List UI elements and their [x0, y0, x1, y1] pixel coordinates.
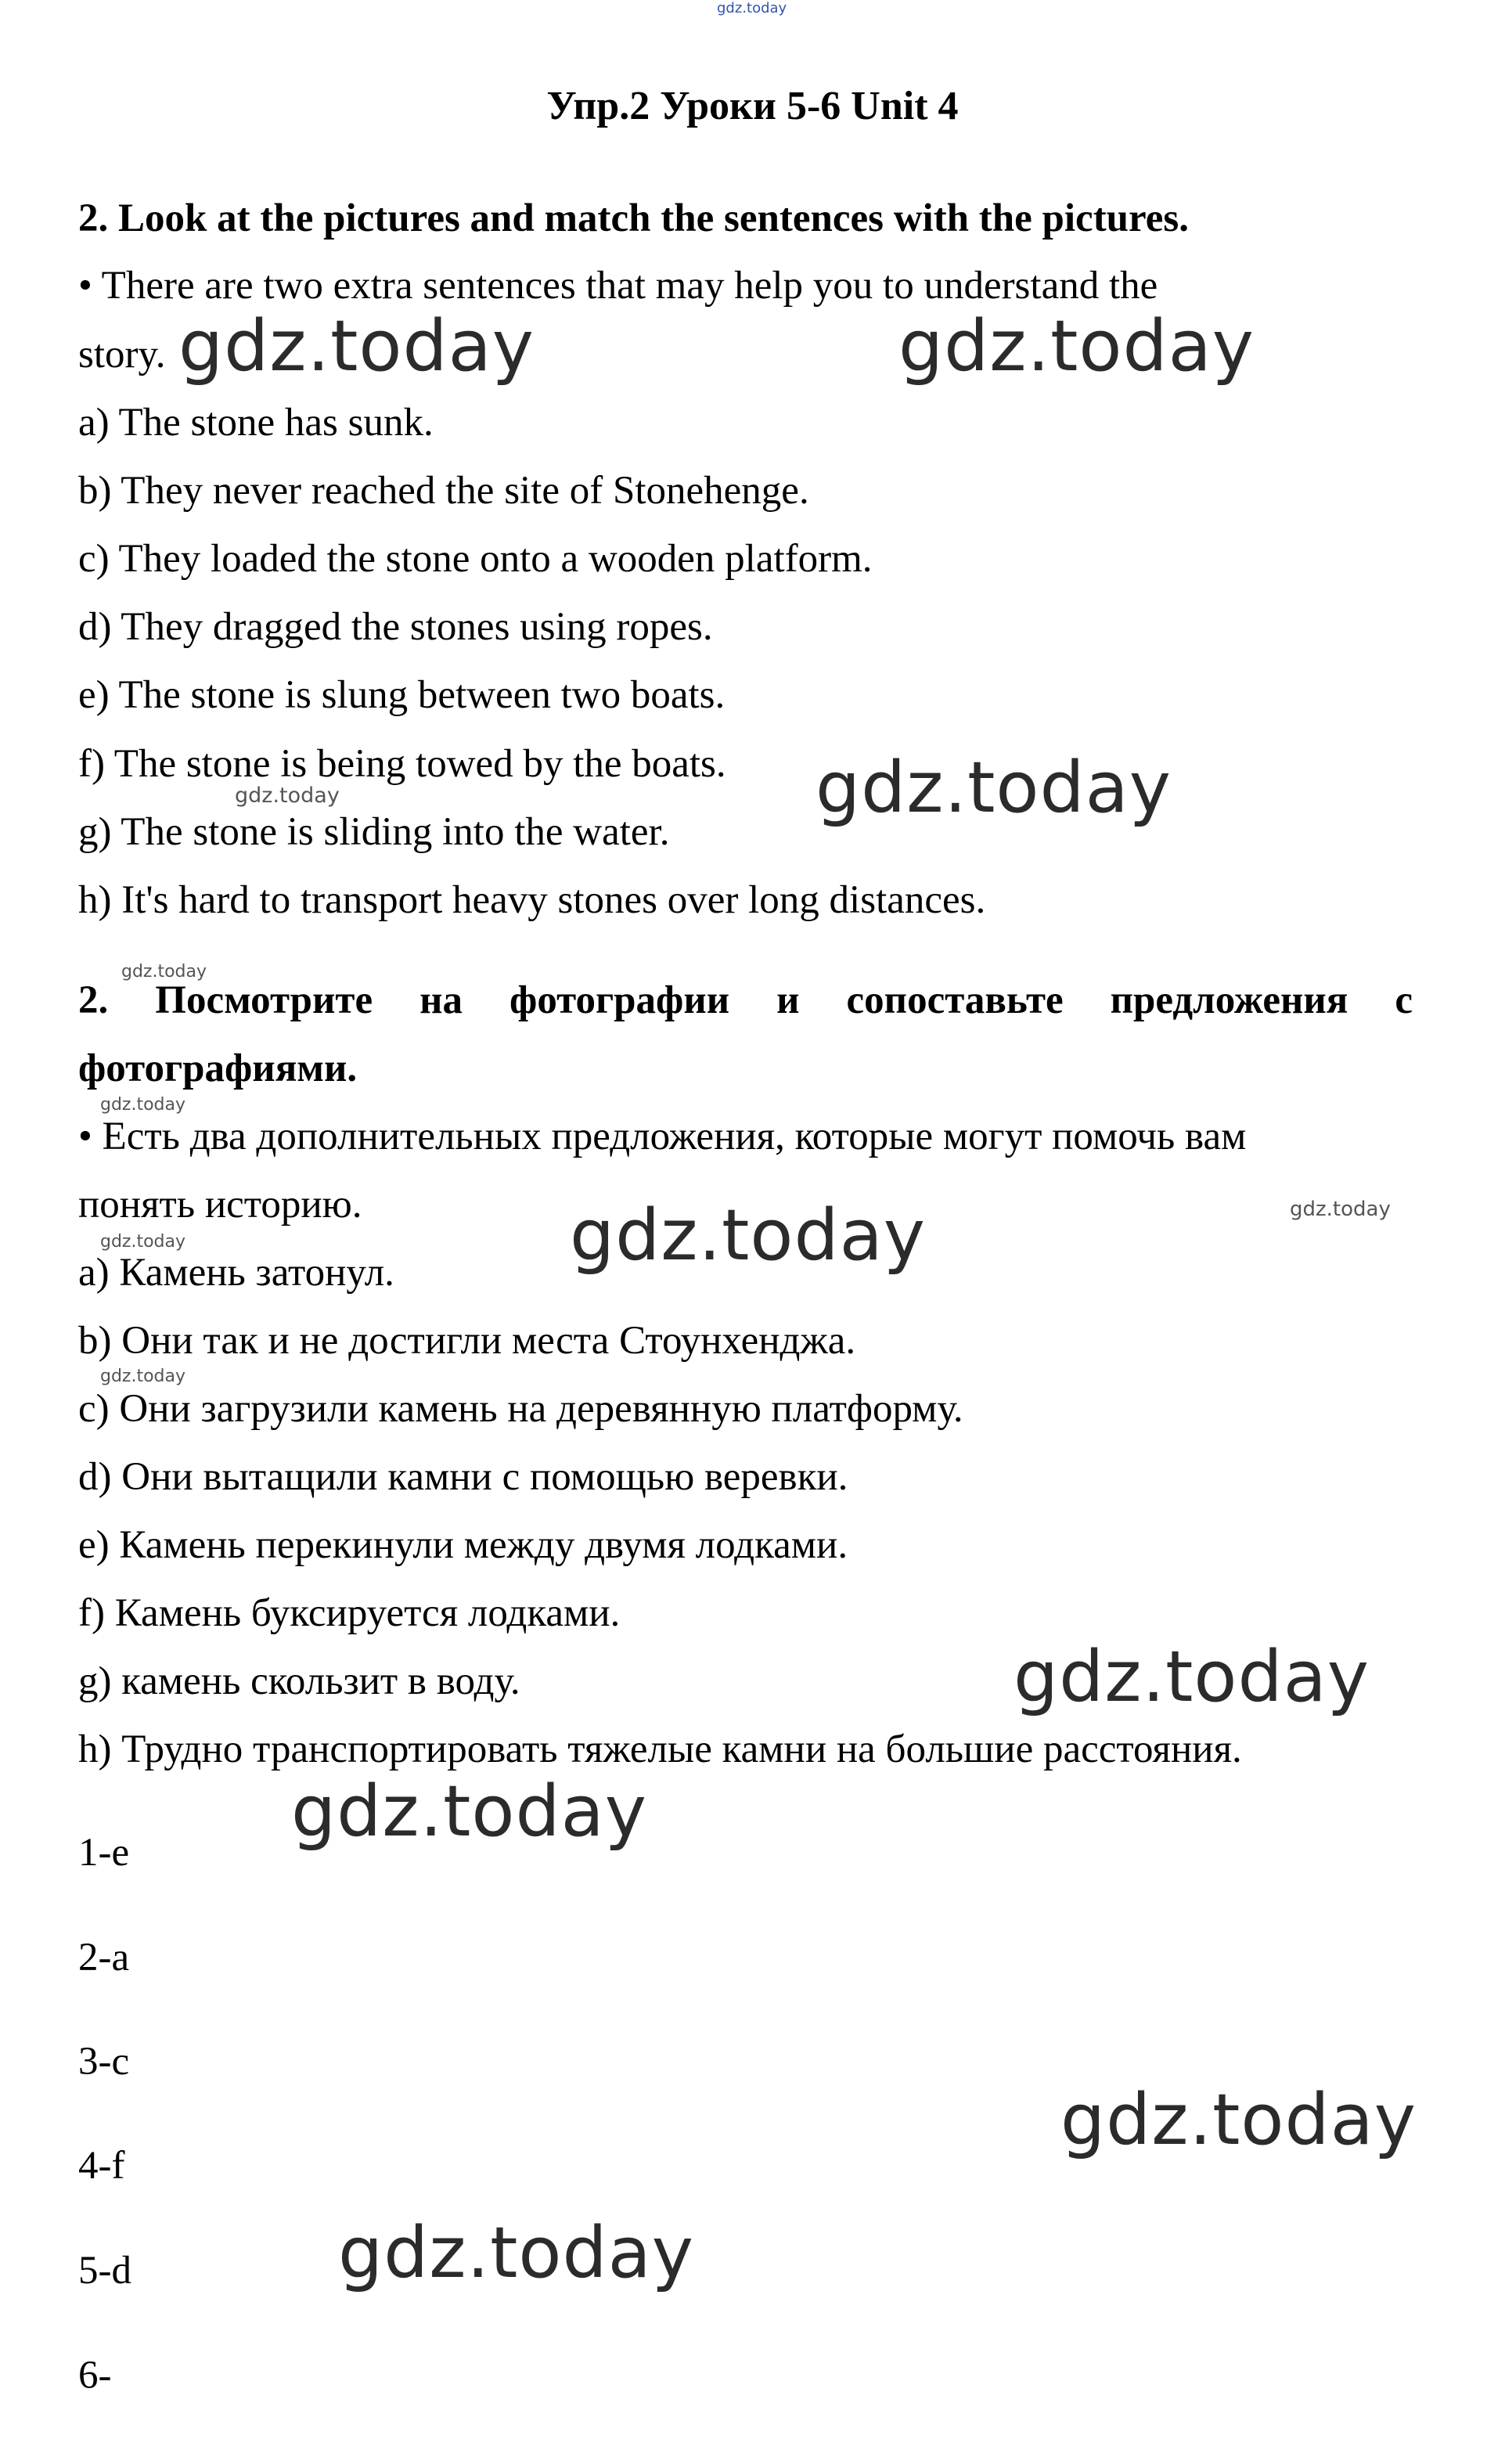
watermark: gdz.today	[100, 1095, 186, 1115]
english-task: 2. Look at the pictures and match the sentences with the pictures.	[78, 196, 1189, 240]
english-sentence-d: d) They dragged the stones using ropes.	[78, 605, 713, 649]
watermark: gdz.today	[898, 305, 1255, 387]
watermark: gdz.today	[1014, 1636, 1370, 1718]
watermark: gdz.today	[100, 1367, 186, 1386]
english-sentence-a: a) The stone has sunk.	[78, 401, 434, 445]
russian-note-line2: понять историю.	[78, 1183, 362, 1227]
answer-6: 6-	[78, 2354, 112, 2397]
english-sentence-h: h) It's hard to transport heavy stones over long distances.	[78, 878, 986, 922]
russian-sentence-b: b) Они так и не достигли места Стоунхенджа.	[78, 1319, 856, 1363]
russian-sentence-h: h) Трудно транспортировать тяжелые камни на большие расстояния.	[78, 1727, 1242, 1771]
watermark: gdz.today	[338, 2212, 695, 2294]
watermark: gdz.today	[121, 962, 207, 982]
watermark: gdz.today	[291, 1771, 648, 1853]
answer-5: 5-d	[78, 2249, 131, 2293]
english-sentence-f: f) The stone is being towed by the boats.	[78, 742, 726, 786]
english-sentence-e: e) The stone is slung between two boats.	[78, 673, 725, 717]
english-note-line2: story.	[78, 333, 166, 376]
english-sentence-b: b) They never reached the site of Stonehenge.	[78, 469, 809, 513]
russian-note-line1: • Есть два дополнительных предложения, которые могут помочь вам	[78, 1115, 1247, 1158]
russian-sentence-e: e) Камень перекинули между двумя лодками.	[78, 1523, 848, 1567]
watermark: gdz.today	[178, 305, 535, 387]
page-title: Упр.2 Уроки 5-6 Unit 4	[546, 84, 959, 128]
answer-1: 1-e	[78, 1831, 130, 1875]
watermark: gdz.today	[570, 1194, 927, 1277]
watermark: gdz.today	[1290, 1198, 1391, 1221]
russian-sentence-a: a) Камень затонул.	[78, 1251, 394, 1295]
russian-sentence-f: f) Камень буксируется лодками.	[78, 1591, 621, 1635]
english-sentence-g: g) The stone is sliding into the water.	[78, 810, 670, 854]
answer-4: 4-f	[78, 2144, 125, 2188]
watermark: gdz.today	[100, 1232, 186, 1252]
watermark: gdz.today	[816, 747, 1172, 829]
watermark: gdz.today	[235, 784, 340, 808]
russian-task-line2: фотографиями.	[78, 1046, 358, 1090]
english-note-line1: • There are two extra sentences that may help you to understand the	[78, 264, 1158, 308]
russian-task-line1: 2. Посмотрите на фотографии и сопоставьте предложения с	[78, 978, 1413, 1022]
english-sentence-c: c) They loaded the stone onto a wooden platform.	[78, 537, 873, 581]
russian-sentence-c: c) Они загрузили камень на деревянную платформу.	[78, 1387, 963, 1431]
watermark-top: gdz.today	[717, 0, 787, 16]
russian-sentence-d: d) Они вытащили камни с помощью веревки.	[78, 1455, 848, 1499]
russian-sentence-g: g) камень скользит в воду.	[78, 1659, 520, 1703]
answer-2: 2-a	[78, 1936, 130, 1979]
answer-3: 3-c	[78, 2040, 130, 2084]
watermark: gdz.today	[1060, 2079, 1417, 2161]
